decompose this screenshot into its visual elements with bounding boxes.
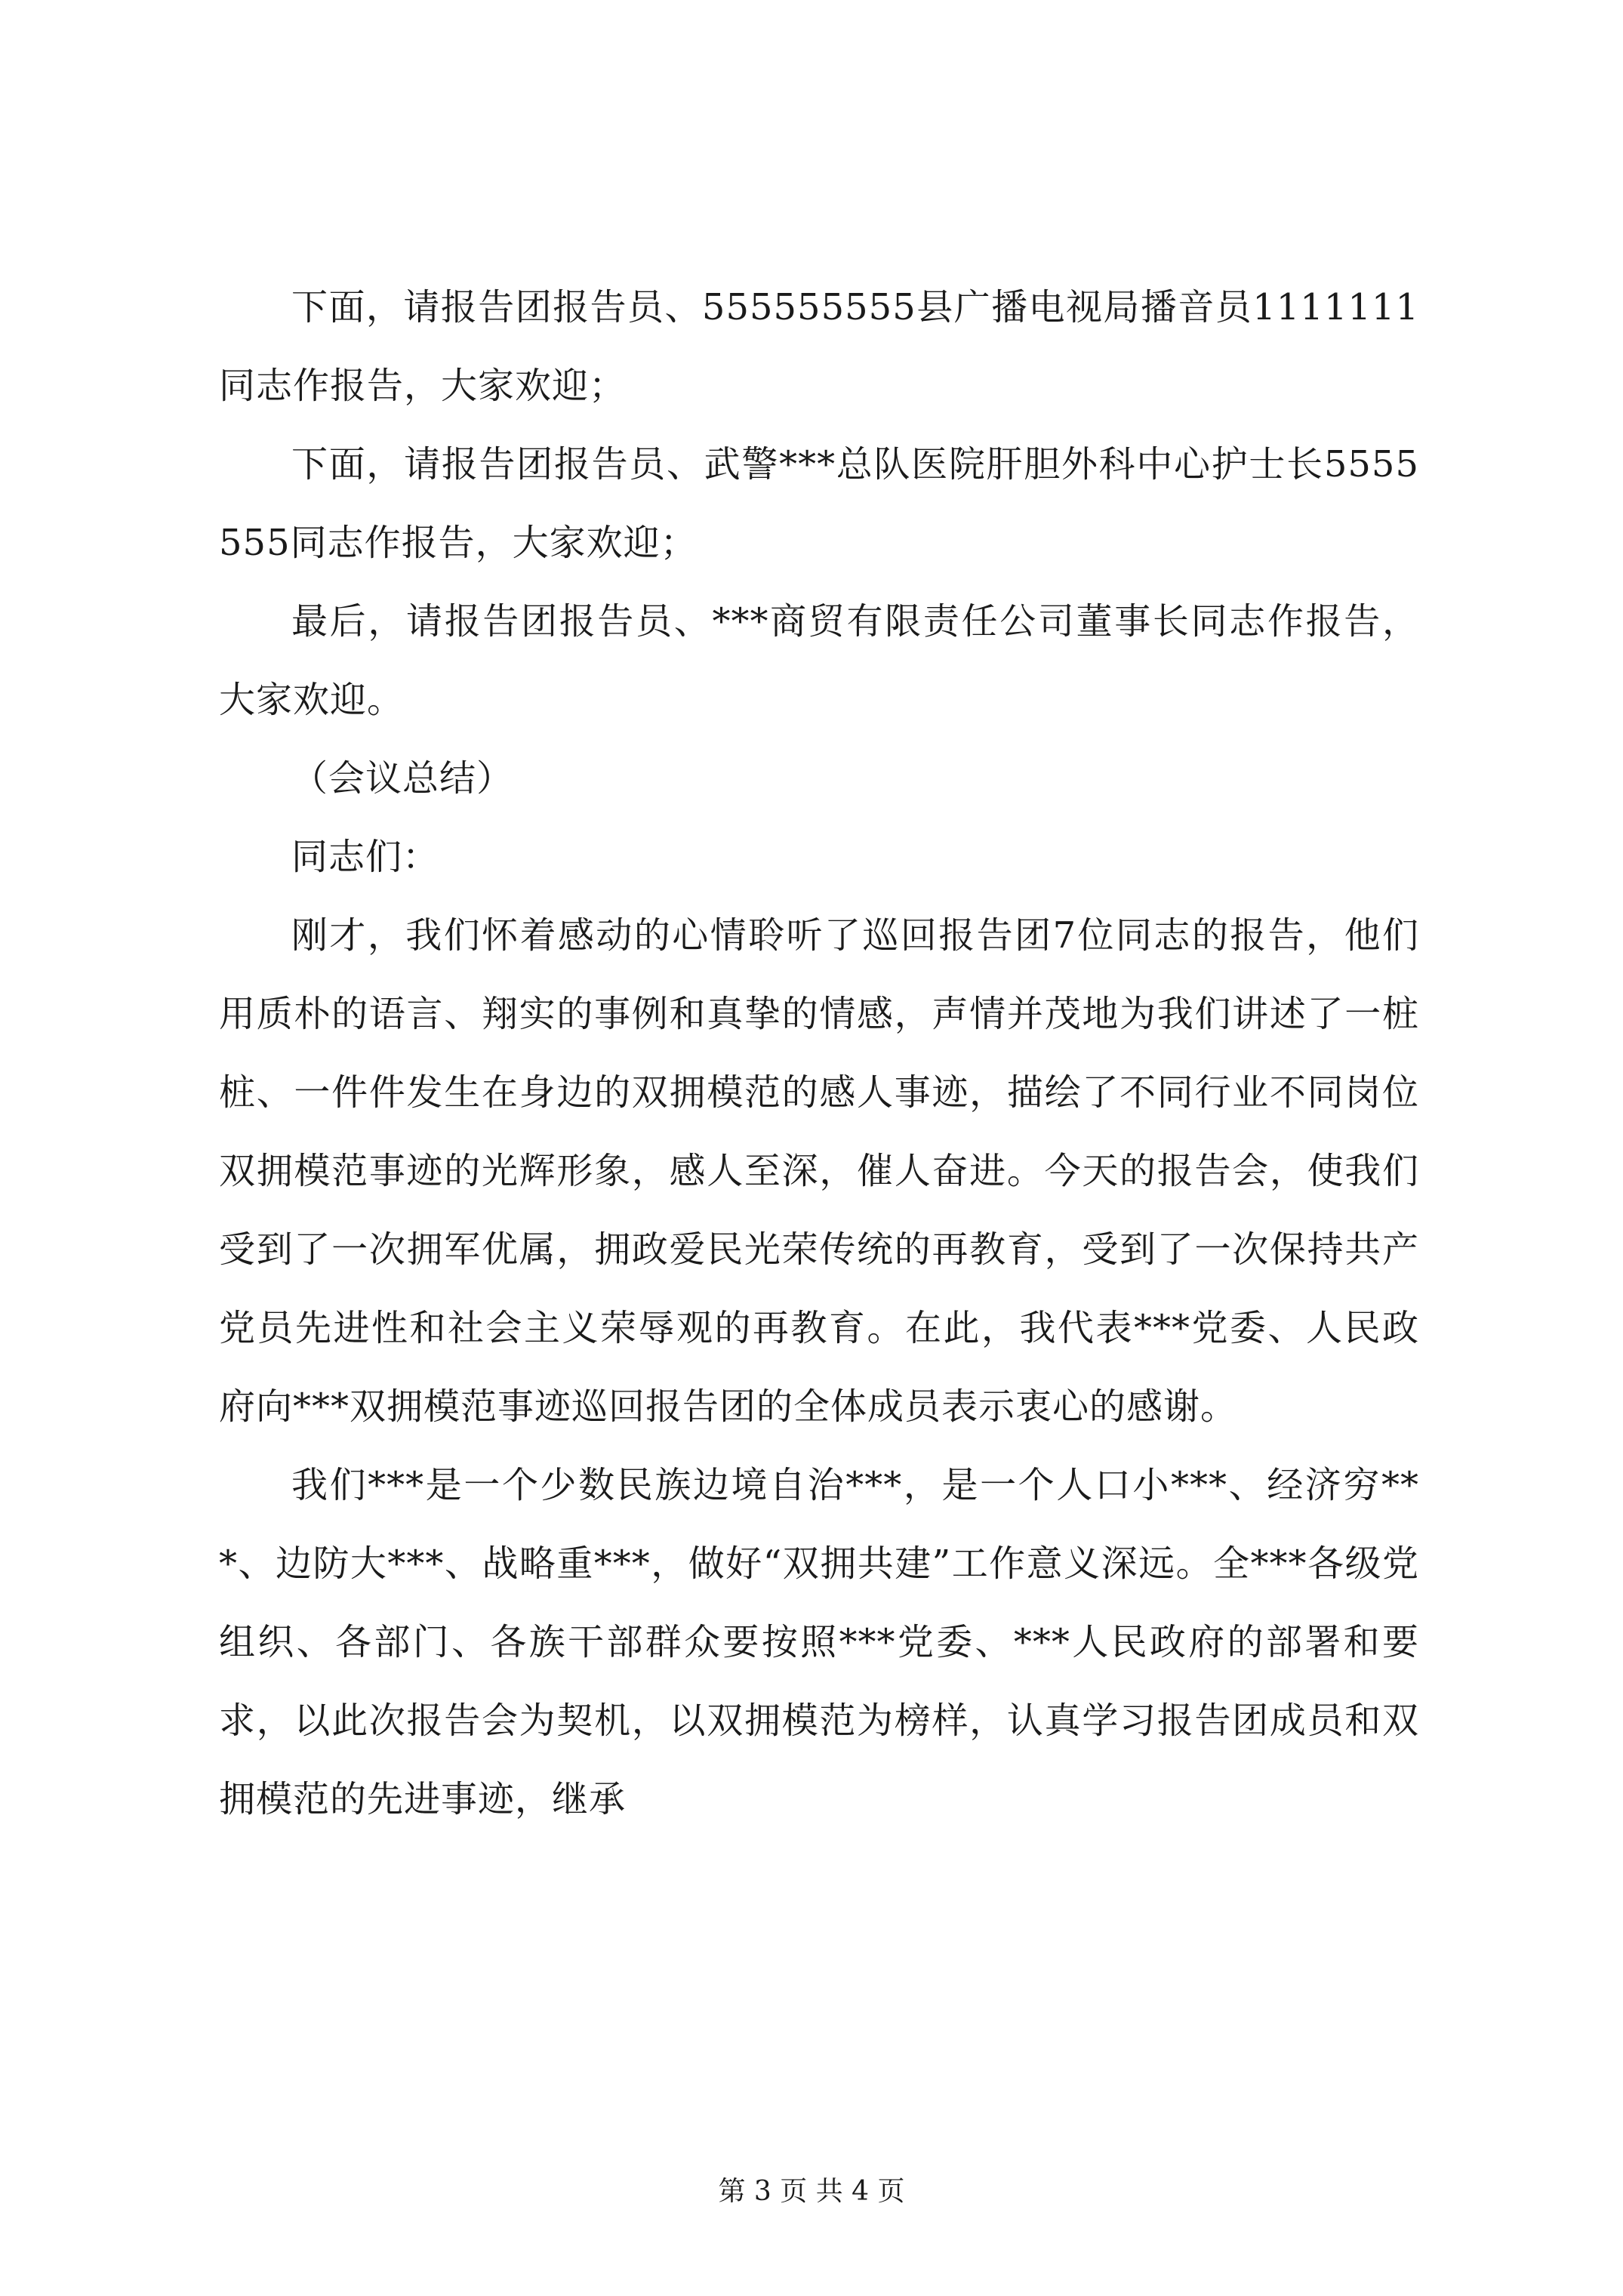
paragraph-speaker-chairman: 最后，请报告团报告员、***商贸有限责任公司董事长同志作报告，大家欢迎。 — [219, 600, 1419, 721]
paragraph-speaker-nurse: 下面，请报告团报告员、武警***总队医院肝胆外科中心护士长5555555同志作报告，大家欢迎； — [219, 443, 1419, 564]
paragraph-summary-thanks: 刚才，我们怀着感动的心情聆听了巡回报告团7位同志的报告，他们用质朴的语言、翔实的事例和真挚的情感，声情并茂地为我们讲述了一桩桩、一件件发生在身边的双拥模范的感人事迹，描绘了不同行业不同岗位双拥模范事迹的光辉形象，感人至深，催人奋进。今天的报告会，使我们受到了一次拥军优属，拥政爱民光荣传统的再教育，受到了一次保持共产党员先进性和社会主义荣辱观的再教育。在此，我代表***党委、人民政府向***双拥模范事迹巡回报告团的全体成员表示衷心的感谢。 — [219, 914, 1419, 1428]
document-body — [219, 268, 1419, 1838]
page-footer: 第 3 页 共 4 页 — [718, 2176, 905, 2207]
salutation: 同志们： — [291, 836, 440, 878]
paragraph-summary-call-to-action: 我们***是一个少数民族边境自治***，是一个人口小***、经济穷***、边防大***、战略重***，做好“双拥共建”工作意义深远。全***各级党组织、各部门、各族干部群众要按照***党委、***人民政府的部署和要求，以此次报告会为契机，以双拥模范为榜样，认真学习报告团成员和双拥模范的先进事迹，继承 — [219, 1464, 1419, 1820]
paragraph-speaker-broadcaster: 下面，请报告团报告员、555555555县广播电视局播音员1111111同志作报告，大家欢迎； — [219, 286, 1419, 407]
section-heading-meeting-summary: （会议总结） — [291, 757, 514, 800]
